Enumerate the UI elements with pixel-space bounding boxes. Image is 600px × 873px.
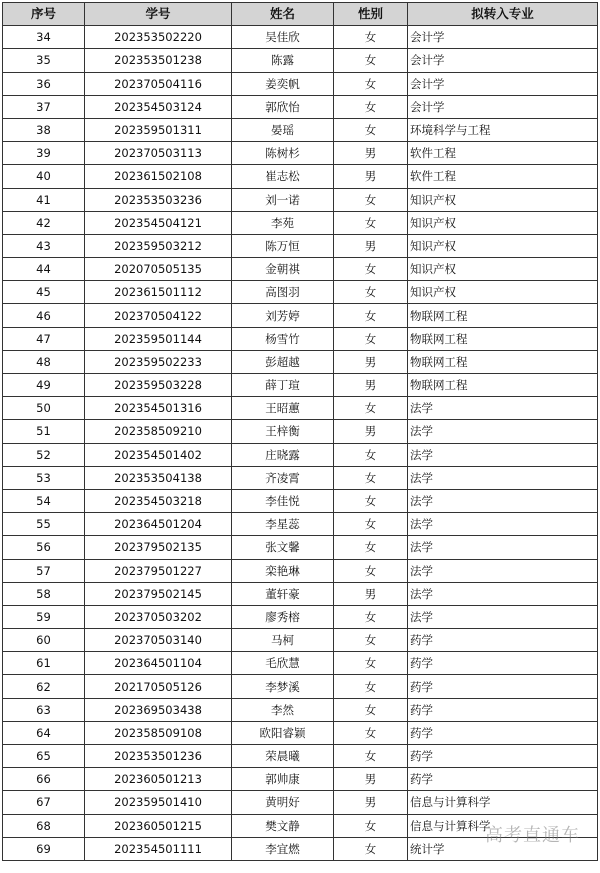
name-cell: 李梦溪	[232, 675, 334, 698]
table-row	[3, 420, 598, 443]
name-cell: 廖秀榕	[232, 605, 334, 628]
transfer-list-sheet	[2, 2, 597, 861]
name-cell: 刘一诺	[232, 188, 334, 211]
table-row	[3, 142, 598, 165]
gender-cell: 女	[334, 745, 408, 768]
gender-cell: 男	[334, 791, 408, 814]
name-cell: 毛欣慧	[232, 652, 334, 675]
major-cell: 药学	[408, 629, 598, 652]
student-id-cell: 202370504122	[85, 304, 232, 327]
header-serial: 序号	[3, 3, 85, 26]
student-id-cell: 202364501204	[85, 513, 232, 536]
table-row	[3, 605, 598, 628]
serial-cell: 63	[3, 698, 85, 721]
gender-cell: 男	[334, 420, 408, 443]
serial-cell: 43	[3, 234, 85, 257]
gender-cell: 女	[334, 26, 408, 49]
major-cell: 法学	[408, 443, 598, 466]
table-row	[3, 49, 598, 72]
student-id-cell: 202361501112	[85, 281, 232, 304]
student-id-cell: 202359502233	[85, 350, 232, 373]
major-cell: 法学	[408, 489, 598, 512]
table-row	[3, 768, 598, 791]
serial-cell: 39	[3, 142, 85, 165]
major-cell: 环境科学与工程	[408, 118, 598, 141]
serial-cell: 64	[3, 721, 85, 744]
name-cell: 李佳悦	[232, 489, 334, 512]
major-cell: 知识产权	[408, 211, 598, 234]
serial-cell: 57	[3, 559, 85, 582]
major-cell: 法学	[408, 513, 598, 536]
serial-cell: 60	[3, 629, 85, 652]
name-cell: 樊文静	[232, 814, 334, 837]
table-row	[3, 629, 598, 652]
student-id-cell: 202364501104	[85, 652, 232, 675]
gender-cell: 女	[334, 211, 408, 234]
major-cell: 知识产权	[408, 258, 598, 281]
gender-cell: 女	[334, 118, 408, 141]
student-id-cell: 202353504138	[85, 466, 232, 489]
major-cell: 法学	[408, 466, 598, 489]
gender-cell: 女	[334, 443, 408, 466]
major-cell: 会计学	[408, 72, 598, 95]
table-row	[3, 536, 598, 559]
student-id-cell: 202379502145	[85, 582, 232, 605]
serial-cell: 56	[3, 536, 85, 559]
student-id-cell: 202358509108	[85, 721, 232, 744]
student-id-cell: 202370504116	[85, 72, 232, 95]
serial-cell: 51	[3, 420, 85, 443]
student-id-cell: 202354503218	[85, 489, 232, 512]
major-cell: 药学	[408, 652, 598, 675]
gender-cell: 女	[334, 698, 408, 721]
name-cell: 郭帅康	[232, 768, 334, 791]
serial-cell: 37	[3, 95, 85, 118]
gender-cell: 女	[334, 49, 408, 72]
major-cell: 知识产权	[408, 281, 598, 304]
name-cell: 李然	[232, 698, 334, 721]
table-row	[3, 304, 598, 327]
student-id-cell: 202370503140	[85, 629, 232, 652]
major-cell: 物联网工程	[408, 350, 598, 373]
gender-cell: 女	[334, 304, 408, 327]
table-row	[3, 350, 598, 373]
serial-cell: 67	[3, 791, 85, 814]
table-row	[3, 72, 598, 95]
serial-cell: 36	[3, 72, 85, 95]
serial-cell: 53	[3, 466, 85, 489]
serial-cell: 66	[3, 768, 85, 791]
table-row	[3, 513, 598, 536]
table-row	[3, 489, 598, 512]
serial-cell: 38	[3, 118, 85, 141]
table-row	[3, 26, 598, 49]
name-cell: 薛丁瑄	[232, 374, 334, 397]
student-id-cell: 202359501311	[85, 118, 232, 141]
gender-cell: 女	[334, 559, 408, 582]
major-cell: 物联网工程	[408, 374, 598, 397]
serial-cell: 59	[3, 605, 85, 628]
student-id-cell: 202359503228	[85, 374, 232, 397]
student-id-cell: 202370503113	[85, 142, 232, 165]
table-row	[3, 374, 598, 397]
table-row	[3, 675, 598, 698]
student-id-cell: 202359501144	[85, 327, 232, 350]
major-cell: 会计学	[408, 26, 598, 49]
table-row	[3, 258, 598, 281]
gender-cell: 女	[334, 397, 408, 420]
serial-cell: 46	[3, 304, 85, 327]
major-cell: 法学	[408, 605, 598, 628]
name-cell: 姜奕帆	[232, 72, 334, 95]
gender-cell: 女	[334, 95, 408, 118]
serial-cell: 35	[3, 49, 85, 72]
gender-cell: 女	[334, 536, 408, 559]
name-cell: 晏瑶	[232, 118, 334, 141]
serial-cell: 68	[3, 814, 85, 837]
serial-cell: 48	[3, 350, 85, 373]
gender-cell: 女	[334, 837, 408, 860]
student-id-cell: 202353501238	[85, 49, 232, 72]
name-cell: 庄晓露	[232, 443, 334, 466]
student-id-cell: 202354504121	[85, 211, 232, 234]
header-target-major: 拟转入专业	[408, 3, 598, 26]
name-cell: 陈万恒	[232, 234, 334, 257]
table-row	[3, 791, 598, 814]
student-id-cell: 202369503438	[85, 698, 232, 721]
student-id-cell: 202358509210	[85, 420, 232, 443]
name-cell: 郭欣怡	[232, 95, 334, 118]
table-row	[3, 745, 598, 768]
major-cell: 药学	[408, 721, 598, 744]
header-gender: 性别	[334, 3, 408, 26]
name-cell: 陈树杉	[232, 142, 334, 165]
student-id-cell: 202361502108	[85, 165, 232, 188]
name-cell: 杨雪竹	[232, 327, 334, 350]
gender-cell: 男	[334, 768, 408, 791]
gender-cell: 男	[334, 165, 408, 188]
table-row	[3, 165, 598, 188]
gender-cell: 女	[334, 258, 408, 281]
transfer-table	[2, 2, 598, 861]
gender-cell: 女	[334, 489, 408, 512]
student-id-cell: 202379501227	[85, 559, 232, 582]
name-cell: 董轩豪	[232, 582, 334, 605]
serial-cell: 45	[3, 281, 85, 304]
table-row	[3, 443, 598, 466]
gender-cell: 女	[334, 652, 408, 675]
major-cell: 药学	[408, 768, 598, 791]
student-id-cell: 202359503212	[85, 234, 232, 257]
table-row	[3, 582, 598, 605]
table-row	[3, 466, 598, 489]
gender-cell: 女	[334, 675, 408, 698]
serial-cell: 41	[3, 188, 85, 211]
major-cell: 法学	[408, 536, 598, 559]
name-cell: 黄明好	[232, 791, 334, 814]
name-cell: 金朝祺	[232, 258, 334, 281]
name-cell: 李苑	[232, 211, 334, 234]
table-row	[3, 188, 598, 211]
student-id-cell: 202354501402	[85, 443, 232, 466]
gender-cell: 女	[334, 605, 408, 628]
student-id-cell: 202354501316	[85, 397, 232, 420]
major-cell: 知识产权	[408, 234, 598, 257]
major-cell: 统计学	[408, 837, 598, 860]
table-row	[3, 211, 598, 234]
major-cell: 会计学	[408, 49, 598, 72]
serial-cell: 58	[3, 582, 85, 605]
name-cell: 彭超越	[232, 350, 334, 373]
student-id-cell: 202354503124	[85, 95, 232, 118]
name-cell: 吴佳欣	[232, 26, 334, 49]
table-row	[3, 327, 598, 350]
gender-cell: 女	[334, 188, 408, 211]
major-cell: 法学	[408, 559, 598, 582]
major-cell: 法学	[408, 397, 598, 420]
major-cell: 信息与计算科学	[408, 791, 598, 814]
table-row	[3, 698, 598, 721]
student-id-cell: 202353502220	[85, 26, 232, 49]
student-id-cell: 202070505135	[85, 258, 232, 281]
serial-cell: 47	[3, 327, 85, 350]
major-cell: 法学	[408, 420, 598, 443]
name-cell: 齐凌霄	[232, 466, 334, 489]
name-cell: 崔志松	[232, 165, 334, 188]
serial-cell: 34	[3, 26, 85, 49]
gender-cell: 女	[334, 721, 408, 744]
serial-cell: 69	[3, 837, 85, 860]
major-cell: 物联网工程	[408, 304, 598, 327]
name-cell: 刘芳婷	[232, 304, 334, 327]
table-row	[3, 559, 598, 582]
serial-cell: 40	[3, 165, 85, 188]
name-cell: 王昭蕙	[232, 397, 334, 420]
table-row	[3, 118, 598, 141]
major-cell: 物联网工程	[408, 327, 598, 350]
name-cell: 李宜燃	[232, 837, 334, 860]
major-cell: 药学	[408, 675, 598, 698]
name-cell: 张文馨	[232, 536, 334, 559]
gender-cell: 女	[334, 513, 408, 536]
serial-cell: 44	[3, 258, 85, 281]
gender-cell: 女	[334, 814, 408, 837]
student-id-cell: 202354501111	[85, 837, 232, 860]
serial-cell: 54	[3, 489, 85, 512]
table-row	[3, 281, 598, 304]
gender-cell: 女	[334, 466, 408, 489]
gender-cell: 女	[334, 629, 408, 652]
student-id-cell: 202353503236	[85, 188, 232, 211]
major-cell: 法学	[408, 582, 598, 605]
name-cell: 李星蕊	[232, 513, 334, 536]
student-id-cell: 202170505126	[85, 675, 232, 698]
table-row	[3, 652, 598, 675]
major-cell: 软件工程	[408, 165, 598, 188]
table-row	[3, 234, 598, 257]
gender-cell: 男	[334, 582, 408, 605]
table-body	[3, 26, 598, 861]
header-row	[3, 3, 598, 26]
serial-cell: 52	[3, 443, 85, 466]
serial-cell: 65	[3, 745, 85, 768]
serial-cell: 49	[3, 374, 85, 397]
serial-cell: 50	[3, 397, 85, 420]
student-id-cell: 202370503202	[85, 605, 232, 628]
gender-cell: 男	[334, 350, 408, 373]
name-cell: 马柯	[232, 629, 334, 652]
serial-cell: 62	[3, 675, 85, 698]
major-cell: 会计学	[408, 95, 598, 118]
gender-cell: 男	[334, 234, 408, 257]
student-id-cell: 202359501410	[85, 791, 232, 814]
table-row	[3, 95, 598, 118]
major-cell: 软件工程	[408, 142, 598, 165]
gender-cell: 女	[334, 281, 408, 304]
watermark-text: 高考直通车	[485, 825, 580, 846]
table-row	[3, 397, 598, 420]
student-id-cell: 202360501215	[85, 814, 232, 837]
header-student-id: 学号	[85, 3, 232, 26]
serial-cell: 61	[3, 652, 85, 675]
name-cell: 陈露	[232, 49, 334, 72]
name-cell: 高图羽	[232, 281, 334, 304]
gender-cell: 男	[334, 374, 408, 397]
student-id-cell: 202353501236	[85, 745, 232, 768]
name-cell: 荣晨曦	[232, 745, 334, 768]
name-cell: 栾艳琳	[232, 559, 334, 582]
major-cell: 药学	[408, 698, 598, 721]
major-cell: 信息与计算科学	[408, 814, 598, 837]
gender-cell: 女	[334, 327, 408, 350]
student-id-cell: 202379502135	[85, 536, 232, 559]
gender-cell: 女	[334, 72, 408, 95]
name-cell: 王梓衡	[232, 420, 334, 443]
student-id-cell: 202360501213	[85, 768, 232, 791]
gender-cell: 男	[334, 142, 408, 165]
major-cell: 药学	[408, 745, 598, 768]
header-name: 姓名	[232, 3, 334, 26]
serial-cell: 42	[3, 211, 85, 234]
serial-cell: 55	[3, 513, 85, 536]
name-cell: 欧阳睿颖	[232, 721, 334, 744]
major-cell: 知识产权	[408, 188, 598, 211]
table-row	[3, 721, 598, 744]
